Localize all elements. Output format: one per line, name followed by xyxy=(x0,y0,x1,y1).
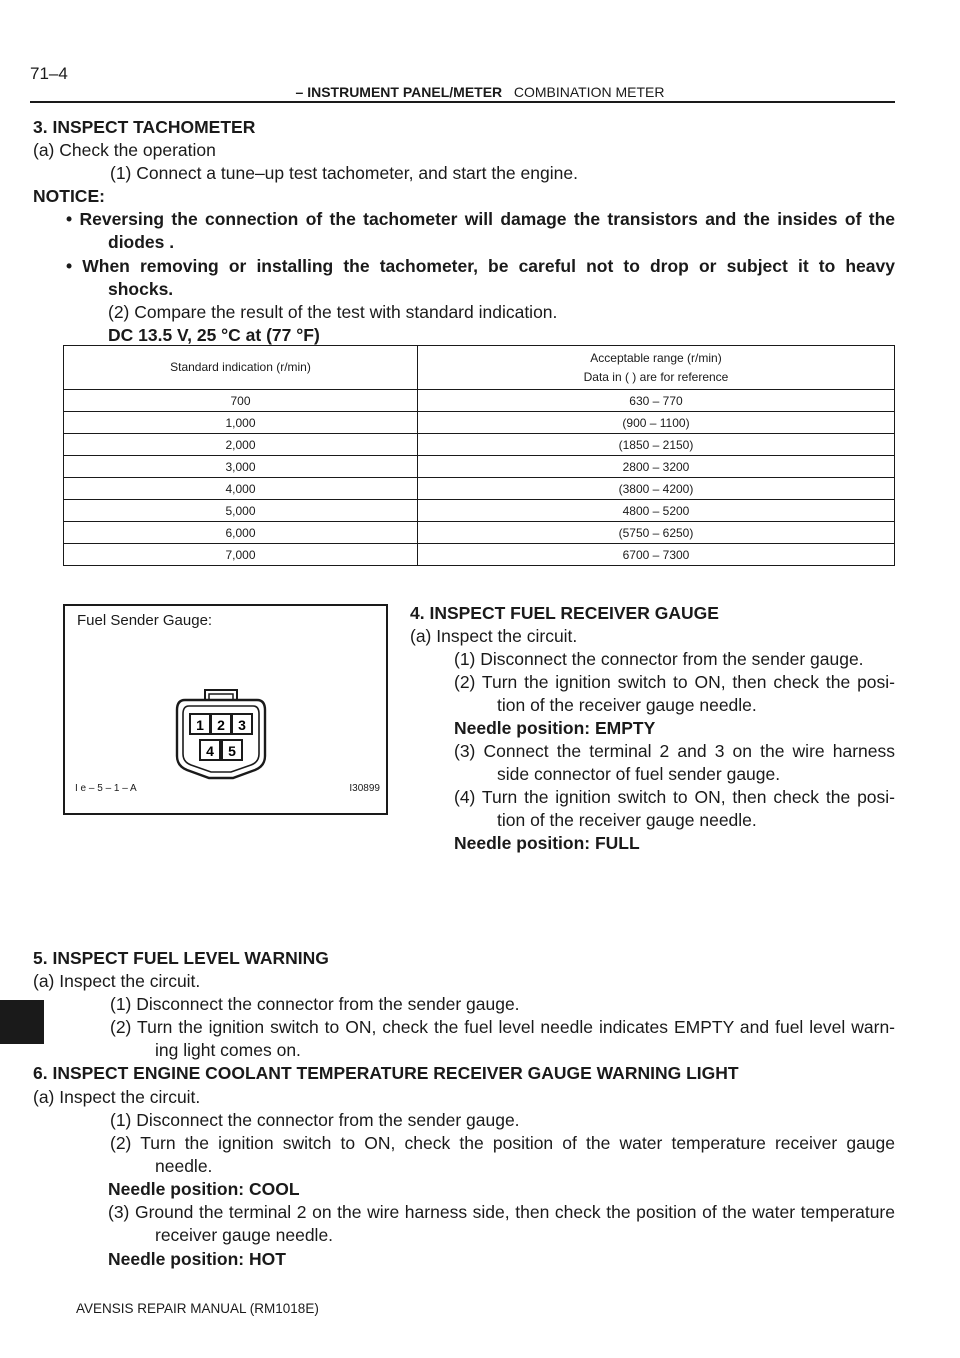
coolant-title: 6. INSPECT ENGINE COOLANT TEMPERATURE RECEIVER GAUGE WARNING LIGHT xyxy=(33,1063,739,1083)
table-row xyxy=(64,434,895,456)
standard-cell: 5,000 xyxy=(64,500,418,522)
fuel-receiver-step-3-cont: side connector of fuel sender gauge. xyxy=(497,764,781,784)
coolant-step-3-cont: receiver gauge needle. xyxy=(155,1225,334,1245)
standard-cell: 3,000 xyxy=(64,456,418,478)
standard-cell: 2,000 xyxy=(64,434,418,456)
table-row xyxy=(64,522,895,544)
page-header xyxy=(0,84,960,100)
page-number: 71–4 xyxy=(30,64,68,83)
fuel-warning-step-1: (1) Disconnect the connector from the sender gauge. xyxy=(110,994,520,1014)
notice-item-2-cont: shocks. xyxy=(108,279,174,299)
fuel-sender-figure xyxy=(63,604,388,815)
fuel-receiver-result-full: Needle position: FULL xyxy=(454,833,640,853)
fuel-receiver-step-4-cont: tion of the receiver gauge needle. xyxy=(497,810,757,830)
range-cell: (3800 – 4200) xyxy=(418,478,895,500)
table-row xyxy=(64,478,895,500)
fuel-receiver-step-1: (1) Disconnect the connector from the sender gauge. xyxy=(454,649,864,669)
table-header-row xyxy=(64,346,895,390)
fuel-receiver-step-a: (a) Inspect the circuit. xyxy=(410,626,578,646)
coolant-step-3: (3) Ground the terminal 2 on the wire harness side, then check the position of the water temperature xyxy=(108,1202,895,1222)
figure-caption: Fuel Sender Gauge: xyxy=(77,612,213,629)
range-cell: 2800 – 3200 xyxy=(418,456,895,478)
coolant-result-hot: Needle position: HOT xyxy=(108,1249,286,1269)
coolant-step-2: (2) Turn the ignition switch to ON, check the position of the water temperature receiver gauge xyxy=(110,1133,895,1153)
tachometer-step-a: (a) Check the operation xyxy=(33,140,216,160)
range-cell: 6700 – 7300 xyxy=(418,544,895,566)
notice-item-1-cont: diodes . xyxy=(108,232,175,252)
standard-cell: 1,000 xyxy=(64,412,418,434)
tachometer-step-2: (2) Compare the result of the test with standard indication. xyxy=(108,302,558,322)
fuel-warning-step-2-cont: ing light comes on. xyxy=(155,1040,301,1060)
range-cell: 630 – 770 xyxy=(418,390,895,412)
standard-cell: 700 xyxy=(64,390,418,412)
coolant-step-1: (1) Disconnect the connector from the sender gauge. xyxy=(110,1110,520,1130)
fuel-receiver-result-empty: Needle position: EMPTY xyxy=(454,718,656,738)
pin-label: 1 xyxy=(196,717,204,733)
footer-manual: AVENSIS REPAIR MANUAL (RM1018E) xyxy=(76,1301,319,1316)
notice-label: NOTICE: xyxy=(33,186,105,206)
fuel-receiver-step-4: (4) Turn the ignition switch to ON, then check the posi- xyxy=(454,787,895,807)
tachometer-step-1: (1) Connect a tune–up test tachometer, and start the engine. xyxy=(110,163,578,183)
fuel-receiver-step-2-cont: tion of the receiver gauge needle. xyxy=(497,695,757,715)
connector-icon xyxy=(171,686,271,782)
fuel-warning-step-2: (2) Turn the ignition switch to ON, check the fuel level needle indicates EMPTY and fuel level warn- xyxy=(110,1017,895,1037)
pin-label: 4 xyxy=(206,743,214,759)
standard-cell: 7,000 xyxy=(64,544,418,566)
standard-cell: 4,000 xyxy=(64,478,418,500)
table-row xyxy=(64,544,895,566)
range-cell: (5750 – 6250) xyxy=(418,522,895,544)
table-row xyxy=(64,456,895,478)
range-cell: (1850 – 2150) xyxy=(418,434,895,456)
figure-code-left: I e – 5 – 1 – A xyxy=(75,783,137,794)
coolant-step-2-cont: needle. xyxy=(155,1156,213,1176)
fuel-warning-title: 5. INSPECT FUEL LEVEL WARNING xyxy=(33,948,329,968)
col-header-range xyxy=(418,346,895,390)
tachometer-spec-table xyxy=(63,345,895,566)
fuel-receiver-step-2: (2) Turn the ignition switch to ON, then check the posi- xyxy=(454,672,895,692)
fuel-receiver-title: 4. INSPECT FUEL RECEIVER GAUGE xyxy=(410,603,719,623)
header-section: – INSTRUMENT PANEL/METER xyxy=(295,84,503,100)
notice-item-1: • Reversing the connection of the tachometer will damage the transistors and the insides of the xyxy=(66,209,895,229)
fuel-receiver-step-3: (3) Connect the terminal 2 and 3 on the wire harness xyxy=(454,741,895,761)
header-divider xyxy=(30,101,895,103)
col-header-range-line2: Data in ( ) are for reference xyxy=(583,369,729,384)
header-subsection: COMBINATION METER xyxy=(513,84,665,100)
section-tab-marker xyxy=(0,1000,44,1044)
table-row xyxy=(64,412,895,434)
fuel-warning-step-a: (a) Inspect the circuit. xyxy=(33,971,201,991)
coolant-result-cool: Needle position: COOL xyxy=(108,1179,300,1199)
col-header-range-line1: Acceptable range (r/min) xyxy=(590,350,722,365)
range-cell: 4800 – 5200 xyxy=(418,500,895,522)
pin-label: 5 xyxy=(228,743,236,759)
standard-cell: 6,000 xyxy=(64,522,418,544)
col-header-standard: Standard indication (r/min) xyxy=(64,346,418,390)
tachometer-title: 3. INSPECT TACHOMETER xyxy=(33,117,256,137)
figure-code-right: I30899 xyxy=(349,783,380,794)
pin-label: 3 xyxy=(238,717,246,733)
table-row xyxy=(64,500,895,522)
pin-label: 2 xyxy=(217,717,225,733)
test-condition: DC 13.5 V, 25 °C at (77 °F) xyxy=(108,325,320,345)
range-cell: (900 – 1100) xyxy=(418,412,895,434)
notice-item-2: • When removing or installing the tachometer, be careful not to drop or subject it to heavy xyxy=(66,256,895,276)
table-row xyxy=(64,390,895,412)
coolant-step-a: (a) Inspect the circuit. xyxy=(33,1087,201,1107)
